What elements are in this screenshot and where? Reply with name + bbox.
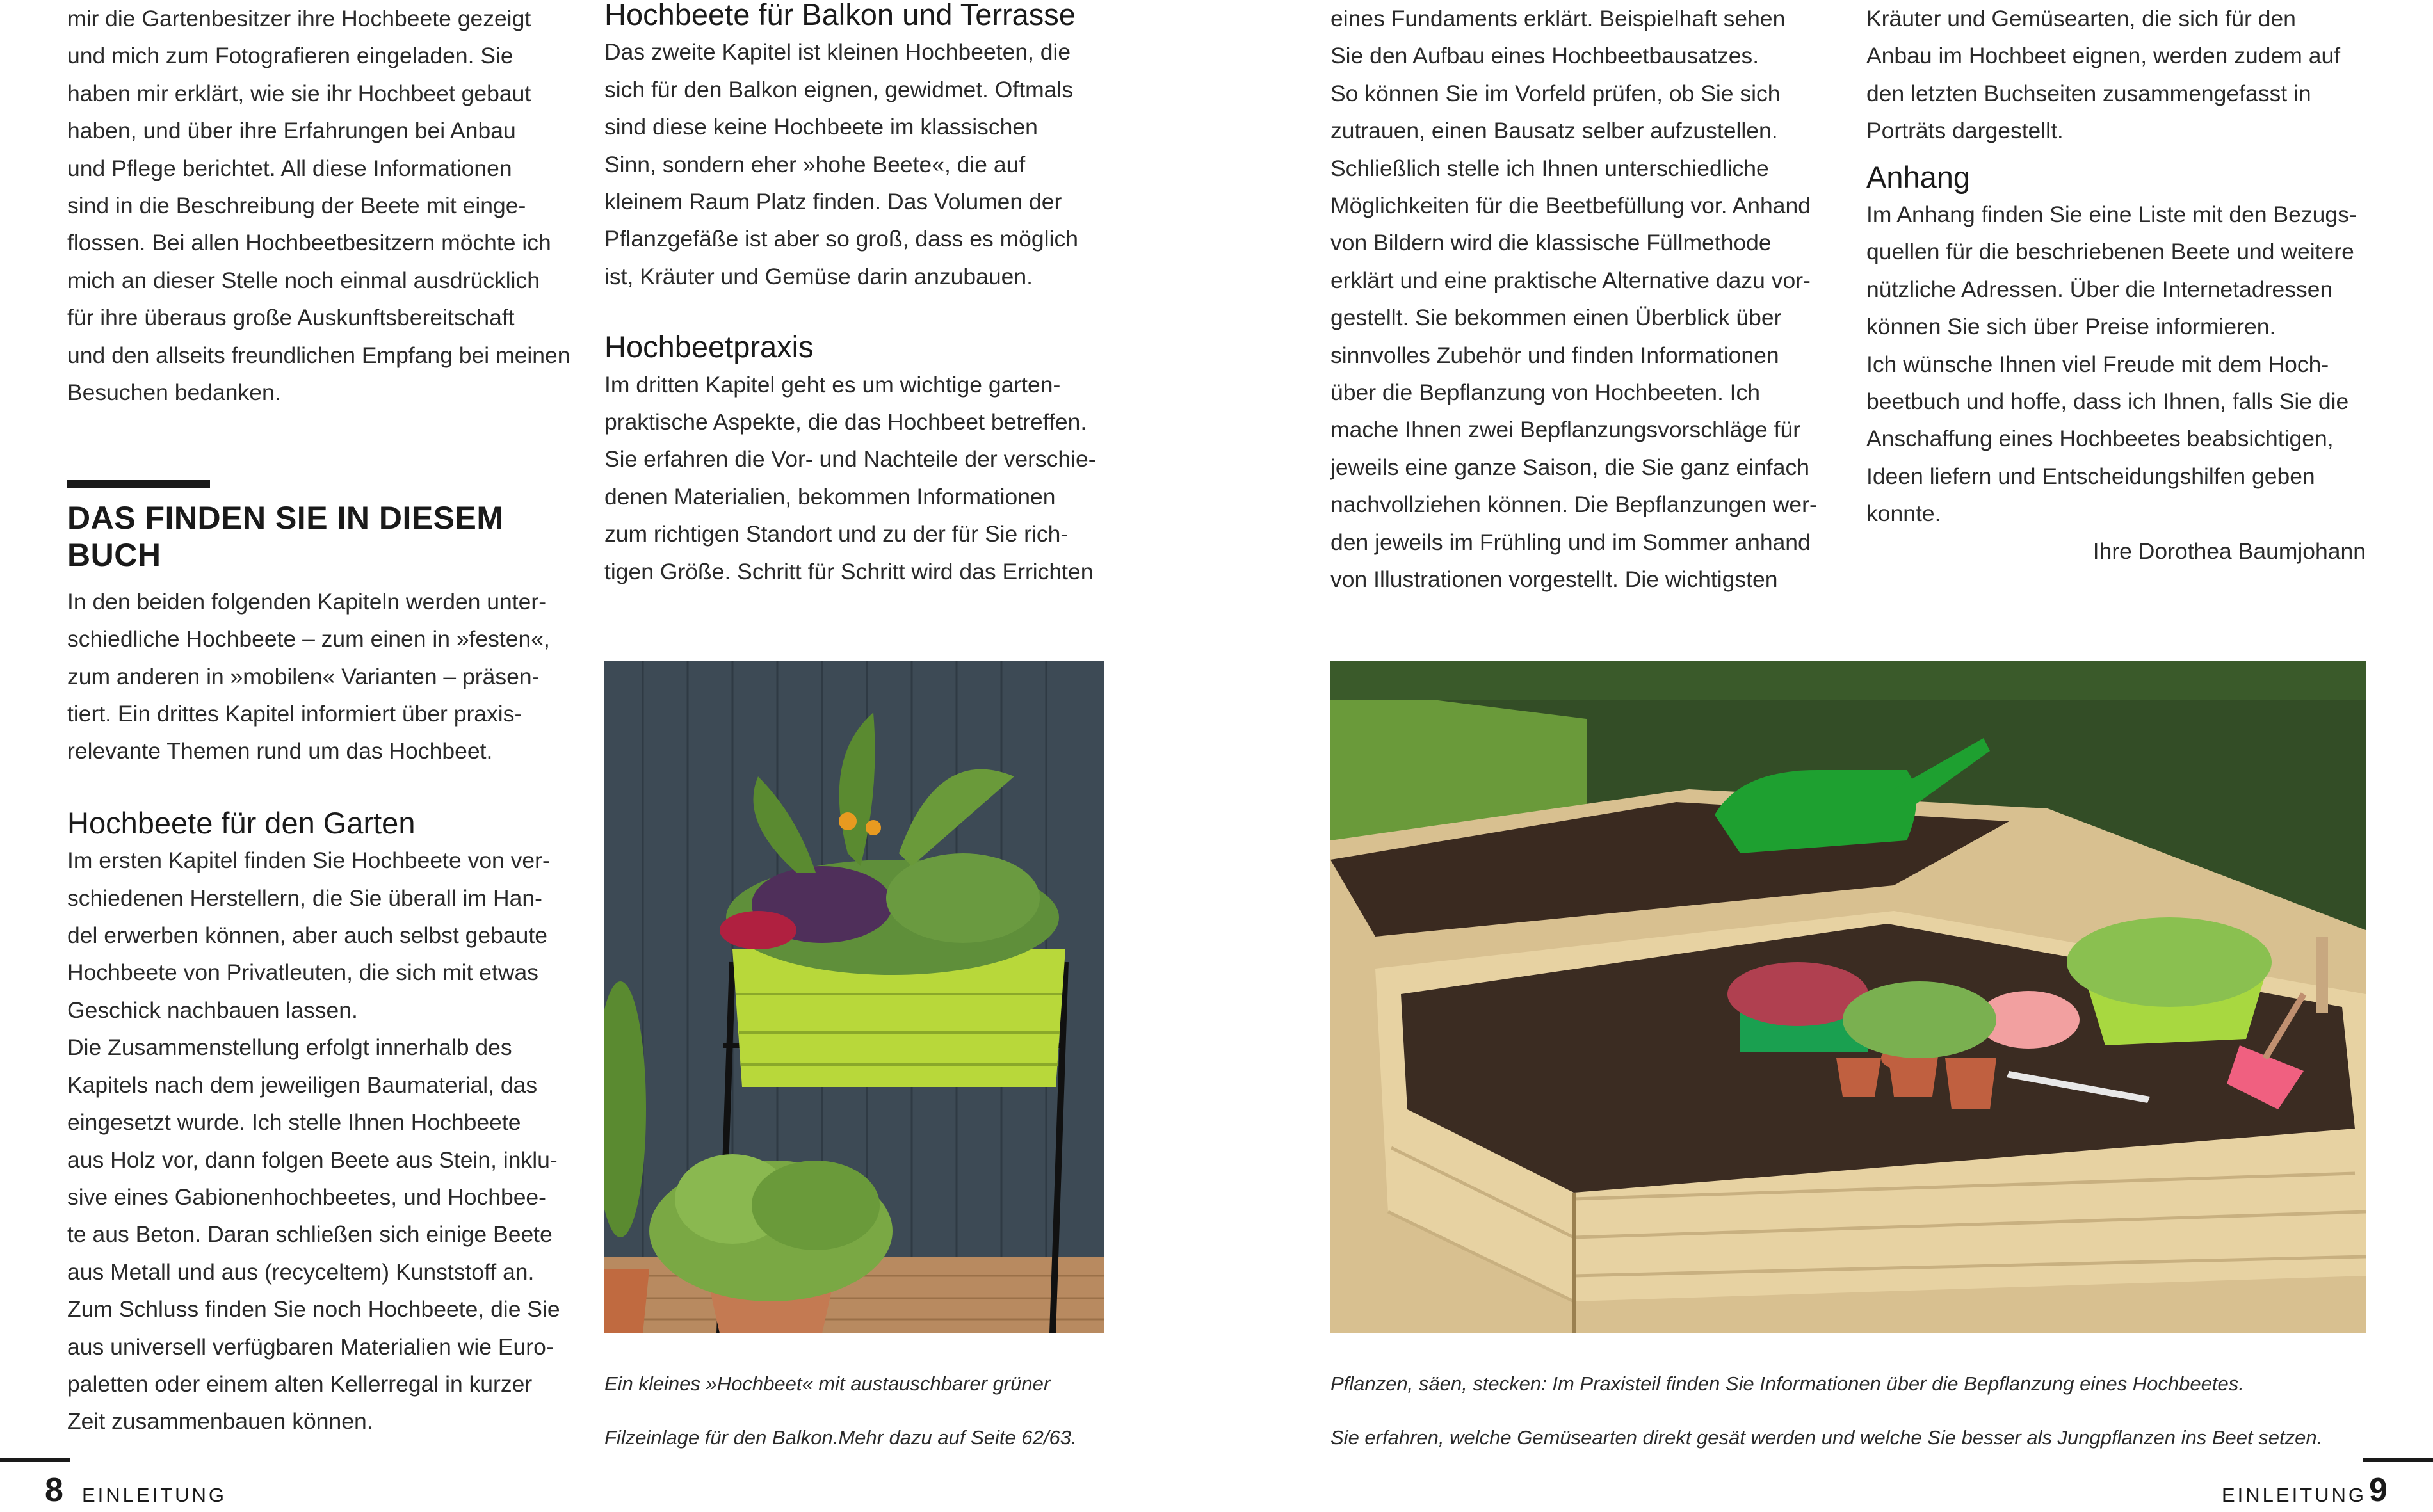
text-line: Im dritten Kapitel geht es um wichtige garten- bbox=[604, 371, 1061, 398]
raised-bed-photo-caption bbox=[1330, 1347, 2380, 1474]
text-line: und Pflege berichtet. All diese Informationen bbox=[67, 155, 512, 181]
section-heading: DAS FINDEN SIE IN DIESEM BUCH bbox=[67, 500, 504, 574]
text-line: Sie den Aufbau eines Hochbeetbausatzes. bbox=[1330, 43, 1759, 69]
text-line: von Bildern wird die klassische Füllmethode bbox=[1330, 230, 1772, 256]
balcony-planter-illustration bbox=[604, 661, 1104, 1333]
text-line: aus Metall und aus (recyceltem) Kunststoff an. bbox=[67, 1259, 535, 1285]
column-3 bbox=[1330, 0, 1843, 599]
text-line: sinnvolles Zubehör und finden Informationen bbox=[1330, 342, 1779, 368]
text-line: nützliche Adressen. Über die Internetadressen bbox=[1866, 276, 2333, 302]
text-line: Im ersten Kapitel finden Sie Hochbeete von ver- bbox=[67, 848, 550, 874]
section-rule bbox=[67, 480, 210, 488]
practice-heading: Hochbeetpraxis bbox=[604, 330, 814, 364]
text-line: del erwerben können, aber auch selbst gebaute bbox=[67, 922, 547, 949]
appendix-paragraph bbox=[1866, 196, 2366, 533]
running-head-right: EINLEITUNG bbox=[2222, 1484, 2367, 1506]
text-line: Kräuter und Gemüsearten, die sich für den bbox=[1866, 6, 2296, 31]
raised-bed-illustration bbox=[1330, 661, 2366, 1333]
text-line: Filzeinlage für den Balkon.Mehr dazu auf Seite 62/63. bbox=[604, 1426, 1077, 1449]
text-line: te aus Beton. Daran schließen sich einige Beete bbox=[67, 1221, 553, 1248]
text-line: ist, Kräuter und Gemüse darin anzubauen. bbox=[604, 263, 1033, 289]
text-line: zum anderen in »mobilen« Varianten – präsen- bbox=[67, 663, 540, 689]
text-line: erklärt und eine praktische Alternative dazu vor- bbox=[1330, 267, 1811, 293]
text-line: Ich wünsche Ihnen viel Freude mit dem Hoch- bbox=[1866, 351, 2329, 377]
text-line: Anschaffung eines Hochbeetes beabsichtigen, bbox=[1866, 426, 2334, 452]
text-line: So können Sie im Vorfeld prüfen, ob Sie sich bbox=[1330, 80, 1781, 106]
text-line: Besuchen bedanken. bbox=[67, 380, 281, 406]
column-2 bbox=[604, 0, 1117, 590]
column-3-paragraph bbox=[1330, 0, 1843, 599]
page-number-right: 9 bbox=[2369, 1472, 2388, 1509]
text-line: konnte. bbox=[1866, 501, 1941, 527]
text-line: nachvollziehen können. Die Bepflanzungen wer- bbox=[1330, 492, 1817, 518]
column-4-intro bbox=[1866, 0, 2366, 150]
text-line: sind diese keine Hochbeete im klassischen bbox=[604, 114, 1038, 140]
text-line: tiert. Ein drittes Kapitel informiert über praxis- bbox=[67, 701, 522, 727]
text-line: Die Zusammenstellung erfolgt innerhalb des bbox=[67, 1034, 512, 1061]
balcony-paragraph bbox=[604, 33, 1117, 295]
text-line: eingesetzt wurde. Ich stelle Ihnen Hochbeete bbox=[67, 1109, 521, 1136]
text-line: jeweils eine ganze Saison, die Sie ganz einfach bbox=[1330, 454, 1809, 480]
text-line: Im Anhang finden Sie eine Liste mit den Bezugs- bbox=[1866, 202, 2357, 228]
text-line: können Sie sich über Preise informieren. bbox=[1866, 314, 2276, 340]
text-line: Schließlich stelle ich Ihnen unterschiedliche bbox=[1330, 155, 1769, 181]
text-line: Das zweite Kapitel ist kleinen Hochbeeten, die bbox=[604, 39, 1071, 65]
text-line: zutrauen, einen Bausatz selber aufzustellen. bbox=[1330, 118, 1778, 144]
text-line: praktische Aspekte, die das Hochbeet betreffen. bbox=[604, 409, 1087, 435]
text-line: beetbuch und hoffe, dass ich Ihnen, falls Sie die bbox=[1866, 389, 2349, 415]
text-line: sive eines Gabionenhochbeetes, und Hochbee- bbox=[67, 1184, 546, 1210]
text-line: flossen. Bei allen Hochbeetbesitzern möchte ich bbox=[67, 230, 551, 256]
folio-rule-right bbox=[2363, 1458, 2433, 1462]
text-line: schiedliche Hochbeete – zum einen in »festen«, bbox=[67, 626, 550, 652]
text-line: Sie erfahren, welche Gemüsearten direkt gesät werden und welche Sie besser als Jungpflanzen ins Beet setzen. bbox=[1330, 1426, 2323, 1449]
balcony-planter-photo bbox=[604, 661, 1104, 1333]
practice-paragraph bbox=[604, 366, 1117, 590]
text-line: und mich zum Fotografieren eingeladen. Sie bbox=[67, 43, 513, 69]
balcony-heading: Hochbeete für Balkon und Terrasse bbox=[604, 0, 1076, 31]
text-line: schiedenen Herstellern, die Sie überall im Han- bbox=[67, 885, 542, 911]
text-line: mache Ihnen zwei Bepflanzungsvorschläge für bbox=[1330, 417, 1801, 443]
text-line: haben mir erklärt, wie sie ihr Hochbeet gebaut bbox=[67, 80, 531, 106]
text-line: Anbau im Hochbeet eignen, werden zudem auf bbox=[1866, 43, 2341, 69]
text-line: über die Bepflanzung von Hochbeeten. Ich bbox=[1330, 380, 1761, 406]
appendix-heading: Anhang bbox=[1866, 159, 1971, 194]
text-line: den jeweils im Frühling und im Sommer anhand bbox=[1330, 529, 1811, 555]
column-1 bbox=[67, 0, 579, 411]
text-line: kleinem Raum Platz finden. Das Volumen der bbox=[604, 189, 1062, 215]
text-line: den letzten Buchseiten zusammengefasst in bbox=[1866, 80, 2311, 106]
text-line: für ihre überaus große Auskunftsbereitschaft bbox=[67, 305, 515, 331]
column-1-section bbox=[67, 499, 579, 1440]
text-line: von Illustrationen vorgestellt. Die wichtigsten bbox=[1330, 567, 1778, 593]
balcony-photo-caption bbox=[604, 1347, 1117, 1474]
text-line: aus universell verfügbaren Materialien wie Euro- bbox=[67, 1333, 554, 1360]
text-line: zum richtigen Standort und zu der für Sie rich- bbox=[604, 521, 1069, 547]
page-number-left: 8 bbox=[45, 1472, 63, 1509]
raised-bed-photo bbox=[1330, 661, 2366, 1333]
intro-paragraph bbox=[67, 0, 579, 411]
text-line: In den beiden folgenden Kapiteln werden unter- bbox=[67, 588, 547, 615]
text-line: Geschick nachbauen lassen. bbox=[67, 997, 358, 1023]
text-line: gestellt. Sie bekommen einen Überblick über bbox=[1330, 305, 1782, 331]
text-line: denen Materialien, bekommen Informationen bbox=[604, 483, 1056, 510]
text-line: Möglichkeiten für die Beetbefüllung vor. Anhand bbox=[1330, 193, 1811, 219]
text-line: Ideen liefern und Entscheidungshilfen geben bbox=[1866, 463, 2315, 489]
text-line: eines Fundaments erklärt. Beispielhaft sehen bbox=[1330, 6, 1786, 31]
text-line: Sie erfahren die Vor- und Nachteile der verschie- bbox=[604, 446, 1096, 472]
text-line: Kapitels nach dem jeweiligen Baumaterial, das bbox=[67, 1072, 538, 1098]
garden-heading: Hochbeete für den Garten bbox=[67, 805, 416, 840]
text-line: Sinn, sondern eher »hohe Beete«, die auf bbox=[604, 151, 1026, 177]
text-line: quellen für die beschriebenen Beete und weitere bbox=[1866, 239, 2354, 265]
text-line: relevante Themen rund um das Hochbeet. bbox=[67, 738, 493, 764]
folio-rule-left bbox=[0, 1458, 70, 1462]
text-line: sich für den Balkon eignen, gewidmet. Oftmals bbox=[604, 76, 1074, 102]
text-line: und den allseits freundlichen Empfang bei meinen bbox=[67, 342, 570, 368]
text-line: Porträts dargestellt. bbox=[1866, 118, 2064, 144]
text-line: Ein kleines »Hochbeet« mit austauschbarer grüner bbox=[604, 1372, 1051, 1395]
text-line: Hochbeete von Privatleuten, die sich mit etwas bbox=[67, 960, 539, 986]
text-line: mir die Gartenbesitzer ihre Hochbeete gezeigt bbox=[67, 6, 531, 31]
text-line: sind in die Beschreibung der Beete mit einge- bbox=[67, 193, 526, 219]
text-line: haben, und über ihre Erfahrungen bei Anbau bbox=[67, 118, 516, 144]
column-4 bbox=[1866, 0, 2366, 570]
text-line: mich an dieser Stelle noch einmal ausdrücklich bbox=[67, 267, 540, 293]
text-line: paletten oder einem alten Kellerregal in kurzer bbox=[67, 1371, 533, 1397]
running-head-left: EINLEITUNG bbox=[82, 1484, 227, 1506]
text-line: aus Holz vor, dann folgen Beete aus Stein, inklu- bbox=[67, 1146, 558, 1173]
text-line: tigen Größe. Schritt für Schritt wird das Errichten bbox=[604, 558, 1094, 584]
text-line: Pflanzgefäße ist aber so groß, dass es möglich bbox=[604, 226, 1078, 252]
text-line: Pflanzen, säen, stecken: Im Praxisteil finden Sie Informationen über die Bepflanzung eines Hochbeetes. bbox=[1330, 1372, 2244, 1395]
garden-paragraph bbox=[67, 842, 579, 1440]
author-signature: Ihre Dorothea Baumjohann bbox=[2092, 538, 2366, 564]
text-line: Zum Schluss finden Sie noch Hochbeete, die Sie bbox=[67, 1296, 560, 1323]
section-paragraph bbox=[67, 583, 579, 770]
text-line: Zeit zusammenbauen können. bbox=[67, 1408, 373, 1435]
